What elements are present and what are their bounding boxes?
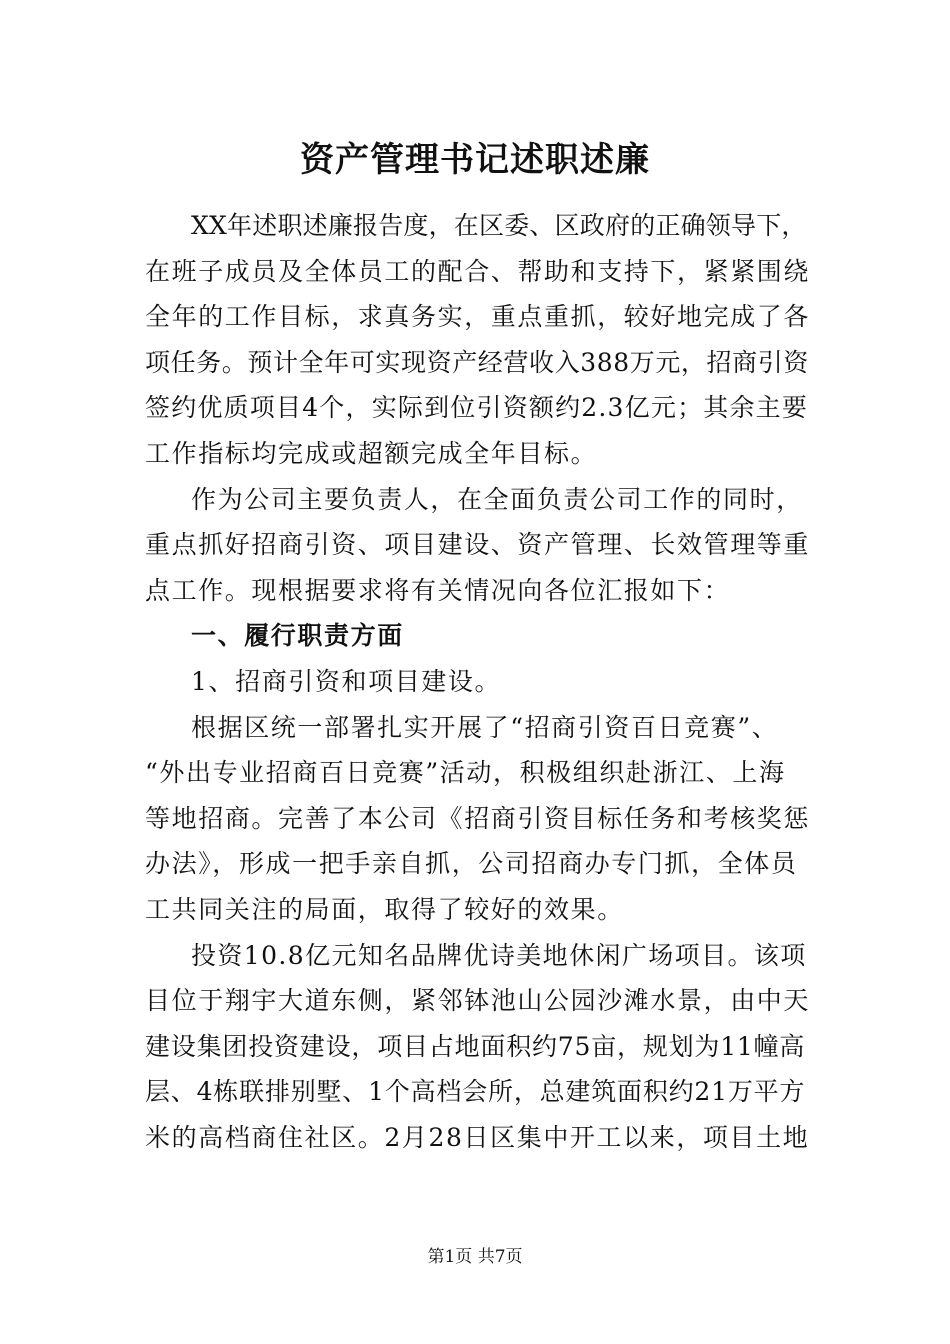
text-line: 作为公司主要负责人，在全面负责公司工作的同时， (191, 484, 803, 514)
text-line: 投资10.8亿元知名品牌优诗美地休闲广场项目。该项 (191, 940, 807, 970)
text-line: 工共同关注的局面，取得了较好的效果。 (145, 894, 624, 924)
page-footer: 第1页 共7页 (427, 1247, 523, 1267)
text-line: 等地招商。完善了本公司《招商引资目标任务和考核奖惩 (145, 803, 811, 833)
text-line: 层、4栋联排别墅、1个高档会所，总建筑面积约21万平方 (145, 1077, 806, 1107)
text-line: 办法》，形成一把手亲自抓，公司招商办专门抓，全体员 (145, 849, 798, 879)
text-line: 签约优质项目4个，实际到位引资额约2.3亿元；其余主要 (145, 393, 809, 423)
document-body (145, 203, 810, 1160)
text-line: 点工作。现根据要求将有关情况向各位汇报如下： (145, 575, 731, 605)
text-line: 工作指标均完成或超额完成全年目标。 (145, 438, 598, 468)
document-title: 资产管理书记述职述廉 (300, 140, 650, 180)
text-line: 根据区统一部署扎实开展了“招商引资百日竞赛”、 (191, 712, 779, 742)
text-line: 全年的工作目标，求真务实，重点重抓，较好地完成了各 (145, 302, 811, 332)
text-line: XX年述职述廉报告度，在区委、区政府的正确领导下， (191, 211, 807, 240)
text-line: “外出专业招商百日竞赛”活动，积极组织赴浙江、上海 (145, 758, 786, 788)
text-line: 在班子成员及全体员工的配合、帮助和支持下，紧紧围绕 (145, 256, 811, 286)
text-line: 重点抓好招商引资、项目建设、资产管理、长效管理等重 (145, 530, 811, 560)
text-line: 目位于翔宇大道东侧，紧邻钵池山公园沙滩水景，由中天 (145, 986, 811, 1016)
text-line: 米的高档商住社区。2月28日区集中开工以来，项目土地 (145, 1122, 810, 1152)
text-line: 项任务。预计全年可实现资产经营收入388万元，招商引资 (145, 347, 809, 377)
text-line: 建设集团投资建设，项目占地面积约75亩，规划为11幢高 (145, 1031, 806, 1061)
text-line: 1、招商引资和项目建设。 (191, 666, 502, 696)
section-heading: 一、履行职责方面 (191, 621, 404, 651)
